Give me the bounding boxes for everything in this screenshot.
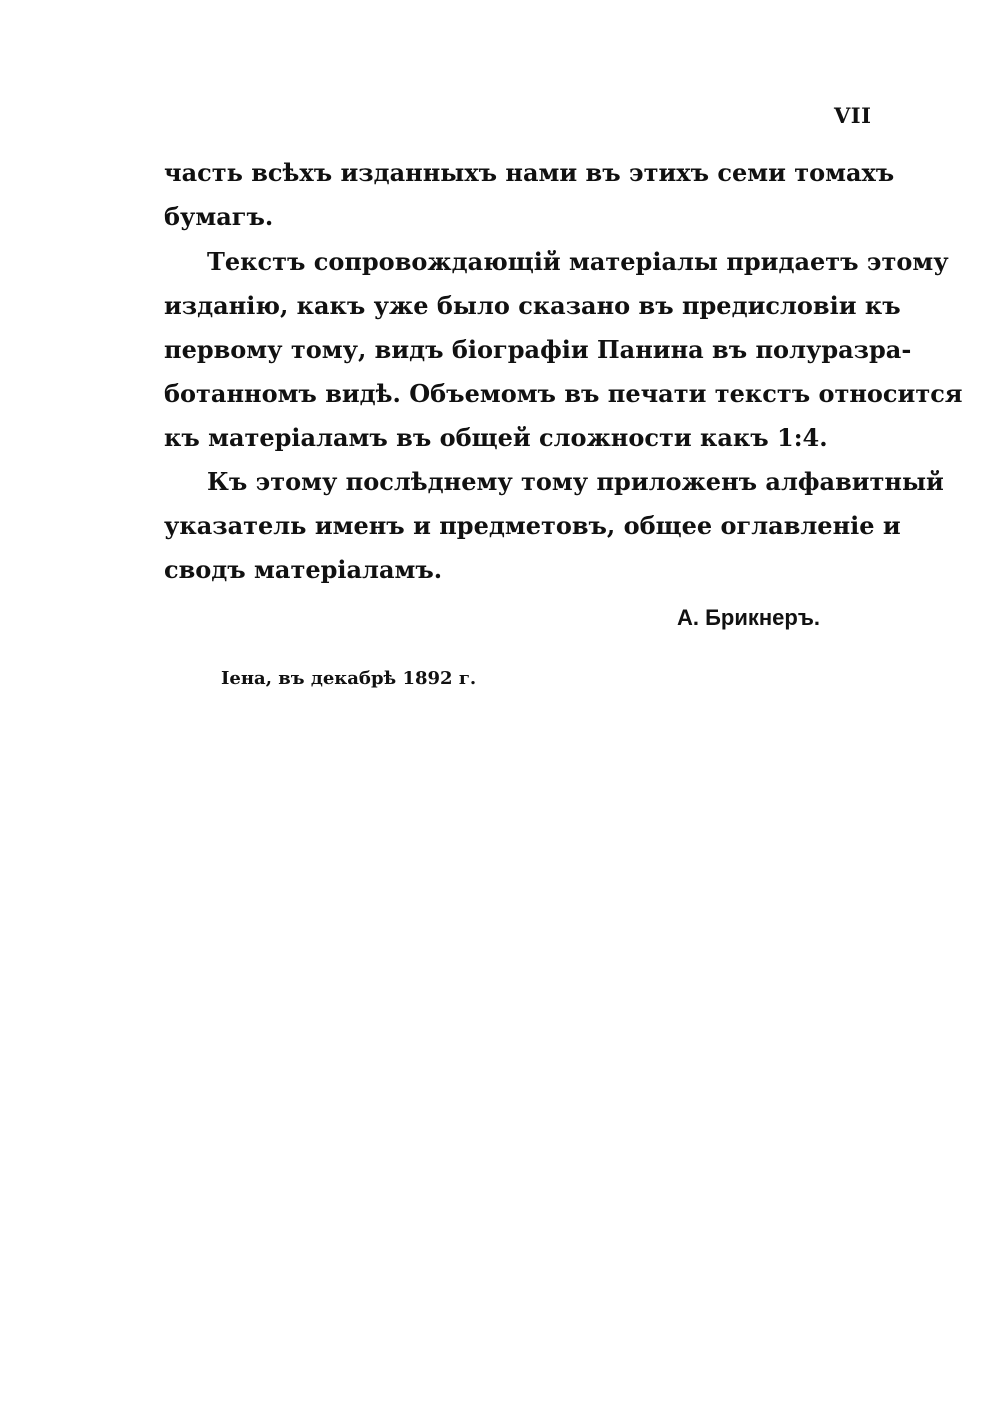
text-line: Текстъ сопровождающій матеріалы придаетъ этому — [207, 247, 949, 276]
text-line: Къ этому послѣднему тому приложенъ алфавитный — [207, 467, 944, 496]
signature: А. Брикнеръ. — [676, 605, 820, 630]
text-line: ботанномъ видѣ. Объемомъ въ печати текстъ относится — [164, 379, 963, 408]
text-line: къ матеріаламъ въ общей сложности какъ 1:4. — [164, 423, 828, 452]
text-line: часть всѣхъ изданныхъ нами въ этихъ семи томахъ — [164, 158, 895, 187]
text-line: изданію, какъ уже было сказано въ предисловіи къ — [164, 291, 901, 320]
page-number: VII — [834, 103, 872, 128]
text-line: первому тому, видъ біографіи Панина въ полуразра- — [164, 335, 912, 364]
text-line: сводъ матеріаламъ. — [164, 555, 443, 584]
text-line: бумагъ. — [164, 202, 274, 231]
text-line: указатель именъ и предметовъ, общее оглавленіе и — [164, 511, 901, 540]
place-date: Іена, въ декабрѣ 1892 г. — [221, 668, 477, 689]
